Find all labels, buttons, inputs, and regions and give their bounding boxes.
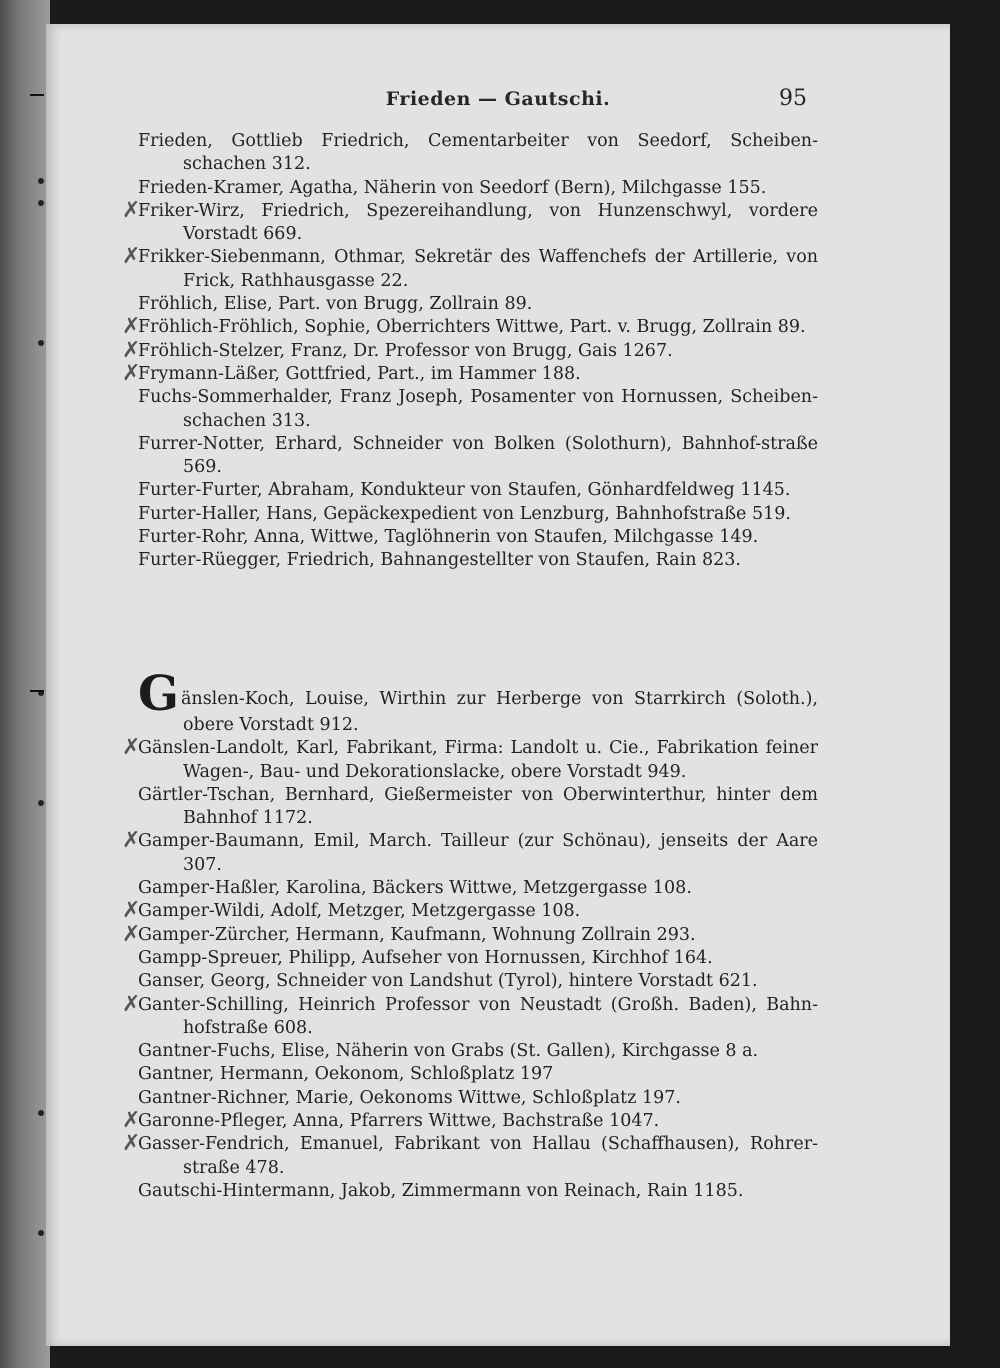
directory-entry bbox=[122, 921, 818, 947]
directory-entry bbox=[122, 1131, 818, 1180]
directory-entry bbox=[122, 337, 818, 363]
directory-entry bbox=[138, 1087, 818, 1110]
binding-hole bbox=[38, 800, 44, 806]
entry-text: Furter-Rohr, Anna, Wittwe, Taglöhnerin von Staufen, Milchgasse 149. bbox=[138, 527, 759, 548]
binding-hole bbox=[38, 340, 44, 346]
directory-entry bbox=[122, 735, 818, 784]
entry-text: Gänslen-Landolt, Karl, Fabrikant, Firma: Landolt u. Cie., Fabrikation feiner Wagen-, Bau- und Dekorationslacke, obere Vorstadt 949. bbox=[138, 738, 818, 782]
margin-cross-mark-icon: ✗ bbox=[122, 991, 141, 1017]
margin-cross-mark-icon: ✗ bbox=[122, 360, 141, 386]
margin-cross-mark-icon: ✗ bbox=[122, 1131, 141, 1157]
binding-hole bbox=[38, 178, 44, 184]
directory-section-f bbox=[122, 130, 818, 573]
entry-text: Fröhlich-Fröhlich, Sophie, Oberrichters Wittwe, Part. v. Brugg, Zollrain 89. bbox=[138, 317, 806, 338]
margin-cross-mark-icon: ✗ bbox=[122, 1108, 141, 1134]
directory-entry bbox=[138, 177, 818, 200]
page-number: 95 bbox=[779, 86, 807, 111]
binding-hole bbox=[38, 200, 44, 206]
header-title: Frieden — Gautschi. bbox=[385, 88, 611, 110]
entry-text: Ganter-Schilling, Heinrich Professor von Neustadt (Großh. Baden), Bahn-hofstraße 608. bbox=[138, 994, 818, 1038]
margin-cross-mark-icon: ✗ bbox=[122, 337, 141, 363]
page-edge-mark bbox=[30, 690, 44, 692]
entry-text: Furter-Furter, Abraham, Kondukteur von Staufen, Gönhardfeldweg 1145. bbox=[138, 480, 791, 501]
directory-entry bbox=[122, 244, 818, 293]
directory-entry bbox=[138, 386, 818, 433]
directory-entry bbox=[138, 503, 818, 526]
book-spine bbox=[0, 0, 50, 1368]
directory-entry bbox=[138, 1180, 818, 1203]
directory-entry bbox=[122, 314, 818, 340]
entry-text: Ganser, Georg, Schneider von Landshut (Tyrol), hintere Vorstadt 621. bbox=[138, 971, 758, 992]
directory-entry bbox=[122, 991, 818, 1041]
entry-text: Gamper-Baumann, Emil, March. Tailleur (zur Schönau), jenseits der Aare 307. bbox=[138, 831, 818, 875]
directory-entry bbox=[122, 360, 818, 386]
directory-entry bbox=[138, 1040, 818, 1063]
directory-entry bbox=[138, 947, 818, 970]
entry-text: Fuchs-Sommerhalder, Franz Joseph, Posamenter von Hornussen, Scheiben-schachen 313. bbox=[138, 387, 818, 431]
directory-entry bbox=[138, 877, 818, 900]
entry-text: Gamper-Haßler, Karolina, Bäckers Wittwe, Metzgergasse 108. bbox=[138, 878, 692, 899]
entry-text: Garonne-Pfleger, Anna, Pfarrers Wittwe, Bachstraße 1047. bbox=[138, 1111, 660, 1132]
entry-text: Frieden-Kramer, Agatha, Näherin von Seedorf (Bern), Milchgasse 155. bbox=[138, 177, 767, 198]
directory-entry bbox=[138, 1063, 818, 1086]
scanned-page bbox=[46, 24, 950, 1346]
directory-entry bbox=[122, 898, 818, 924]
entry-text: Fröhlich-Stelzer, Franz, Dr. Professor von Brugg, Gais 1267. bbox=[138, 340, 673, 361]
margin-cross-mark-icon: ✗ bbox=[122, 898, 141, 924]
entry-text: Gantner, Hermann, Oekonom, Schloßplatz 197 bbox=[138, 1064, 554, 1085]
entry-text: Fröhlich, Elise, Part. von Brugg, Zollrain 89. bbox=[138, 294, 533, 315]
directory-entry bbox=[138, 293, 818, 316]
entry-text: Frymann-Läßer, Gottfried, Part., im Hammer 188. bbox=[138, 363, 581, 384]
running-header bbox=[46, 86, 950, 116]
directory-entry bbox=[138, 970, 818, 993]
entry-text: Furrer-Notter, Erhard, Schneider von Bolken (Solothurn), Bahnhof-straße 569. bbox=[138, 433, 818, 478]
entry-text: Furter-Rüegger, Friedrich, Bahnangestellter von Staufen, Rain 823. bbox=[138, 550, 741, 571]
section-g-entries bbox=[122, 735, 818, 1203]
margin-cross-mark-icon: ✗ bbox=[122, 314, 141, 340]
margin-cross-mark-icon: ✗ bbox=[122, 244, 141, 270]
directory-entry bbox=[122, 197, 818, 247]
margin-cross-mark-icon: ✗ bbox=[122, 828, 141, 854]
entry-text: Frieden, Gottlieb Friedrich, Cementarbeiter von Seedorf, Scheiben-schachen 312. bbox=[138, 131, 818, 175]
directory-entry bbox=[138, 784, 818, 831]
directory-entry-first bbox=[138, 666, 818, 737]
margin-cross-mark-icon: ✗ bbox=[122, 921, 141, 947]
entry-text: Frikker-Siebenmann, Othmar, Sekretär des Waffenchefs der Artillerie, von Frick, Rathhausgasse 22. bbox=[138, 247, 818, 291]
section-initial-letter: G bbox=[138, 666, 179, 722]
binding-hole bbox=[38, 1230, 44, 1236]
entry-text: Gantner-Richner, Marie, Oekonoms Wittwe, Schloßplatz 197. bbox=[138, 1087, 681, 1108]
binding-hole bbox=[38, 1110, 44, 1116]
margin-cross-mark-icon: ✗ bbox=[122, 197, 141, 223]
entry-text: Gautschi-Hintermann, Jakob, Zimmermann von Reinach, Rain 1185. bbox=[138, 1180, 744, 1201]
entry-text: Gampp-Spreuer, Philipp, Aufseher von Hornussen, Kirchhof 164. bbox=[138, 947, 713, 968]
margin-cross-mark-icon: ✗ bbox=[122, 735, 141, 761]
page-edge-mark bbox=[30, 94, 44, 96]
directory-section-g bbox=[122, 666, 818, 1203]
entry-text: Gamper-Zürcher, Hermann, Kaufmann, Wohnung Zollrain 293. bbox=[138, 924, 696, 945]
directory-entry bbox=[138, 479, 818, 502]
directory-entry bbox=[138, 526, 818, 549]
first-entry-text: änslen-Koch, Louise, Wirthin zur Herberge von Starrkirch (Soloth.), obere Vorstadt 912. bbox=[181, 689, 818, 735]
directory-entry bbox=[122, 828, 818, 877]
entry-text: Gantner-Fuchs, Elise, Näherin von Grabs (St. Gallen), Kirchgasse 8 a. bbox=[138, 1041, 759, 1062]
directory-entry bbox=[122, 1108, 818, 1134]
directory-entry bbox=[138, 433, 818, 480]
entry-text: Gasser-Fendrich, Emanuel, Fabrikant von Hallau (Schaffhausen), Rohrer-straße 478. bbox=[138, 1134, 818, 1178]
entry-text: Furter-Haller, Hans, Gepäckexpedient von Lenzburg, Bahnhofstraße 519. bbox=[138, 503, 791, 524]
directory-entry bbox=[138, 130, 818, 177]
entry-text: Gamper-Wildi, Adolf, Metzger, Metzgergasse 108. bbox=[138, 901, 581, 922]
entry-text: Gärtler-Tschan, Bernhard, Gießermeister von Oberwinterthur, hinter dem Bahnhof 1172. bbox=[138, 784, 818, 829]
entry-text: Friker-Wirz, Friedrich, Spezereihandlung, von Hunzenschwyl, vordere Vorstadt 669. bbox=[138, 200, 818, 245]
directory-entry bbox=[138, 549, 818, 572]
